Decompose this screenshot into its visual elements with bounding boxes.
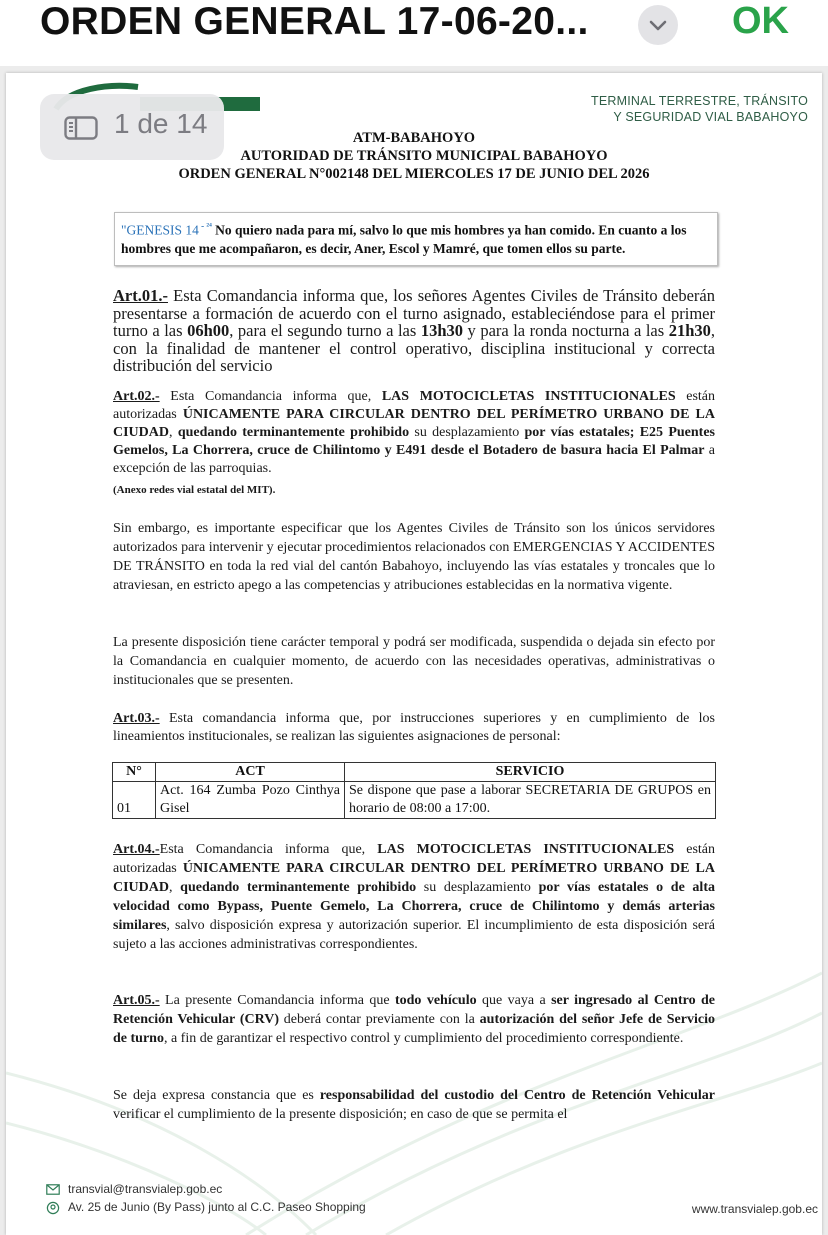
header-line-3: ORDEN GENERAL N°002148 DEL MIERCOLES 17 DE JUNIO DEL 2026 [178, 166, 650, 182]
article-02-text: a excepción de las parroquias. [113, 443, 715, 476]
article-05-paragraph-2 [113, 1086, 715, 1124]
article-01-text: , con la finalidad de mantener el control operativo, disciplina institucional y correcta distribución del servicio [113, 321, 716, 375]
ok-button[interactable]: OK [732, 0, 789, 42]
article-02-label: Art.02.- [113, 389, 160, 404]
institution-line-1: TERMINAL TERRESTRE, TRÁNSITO [591, 94, 808, 108]
table-header: ACT [156, 763, 345, 782]
table-row [113, 782, 716, 819]
page-indicator-label: 1 de 14 [114, 108, 208, 139]
assignment-table [112, 762, 716, 819]
footer-website: www.transvialep.gob.ec [691, 1202, 818, 1216]
article-04 [113, 840, 715, 954]
article-03-text: Esta comandancia informa que, por instrucciones superiores y en cumplimiento de los lineamientos institucionales, se realizan las siguientes asignaciones de personal: [113, 711, 715, 744]
article-01-text: , para el segundo turno a las [229, 321, 421, 340]
document-page[interactable] [6, 73, 822, 1235]
top-bar [0, 0, 828, 66]
article-02-bold: quedando terminantemente prohibido [177, 425, 410, 440]
article-01-time-1: 06h00 [187, 321, 230, 340]
article-05-bold: ser ingresado al Centro de Retención Vehicular (CRV) [113, 993, 715, 1027]
article-05-bold: autorización del señor Jefe de Servicio de turno [113, 1012, 715, 1046]
article-05-text: , a fin de garantizar el respectivo control y cumplimiento del procedimiento correspondiente. [163, 1031, 684, 1046]
quote-text: No quiero nada para mí, salvo lo que mis hombres ya han comido. En cuanto a los hombres que me acompañaron, es decir, Aner, Escol y Mamré, que tomen ellos su parte. [121, 222, 687, 256]
article-01-text: y para la ronda nocturna a las [463, 321, 669, 340]
article-04-text: , [169, 880, 181, 895]
article-05 [113, 991, 715, 1048]
article-05-text: Se deja expresa constancia que es [113, 1088, 320, 1103]
mail-icon [46, 1184, 60, 1195]
article-02-text: su desplazamiento [409, 425, 525, 440]
footer-address-text: Av. 25 de Junio (By Pass) junto al C.C. Paseo Shopping [68, 1200, 366, 1214]
institution-line-2: Y SEGURIDAD VIAL BABAHOYO [613, 110, 808, 124]
article-04-text: están autorizadas [113, 842, 716, 876]
article-02-text: están autorizadas [113, 389, 716, 422]
article-02-bold: por vías estatales; E25 Puentes Gemelos, La Chorrera, cruce de Chilintomo y E491 desde el Botadero de basura hacia El Palmar [113, 425, 716, 458]
article-02-paragraph-3: La presente disposición tiene carácter temporal y podrá ser modificada, suspendida o dejada sin efecto por la Comandancia en cualquier momento, de acuerdo con las necesidades operativas, administrativas o institucionales que se presenten. [113, 635, 715, 688]
article-05-bold: responsabilidad del custodio del Centro de Retención Vehicular [319, 1088, 715, 1103]
header-line-2: AUTORIDAD DE TRÁNSITO MUNICIPAL BABAHOYO [240, 148, 608, 164]
table-header: SERVICIO [345, 763, 716, 782]
article-05-bold: todo vehículo [394, 993, 477, 1008]
article-03 [113, 710, 715, 746]
article-02-note: (Anexo redes vial estatal del MIT). [113, 484, 276, 496]
article-02-bold: ÚNICAMENTE PARA CIRCULAR DENTRO DEL PERÍMETRO URBANO DE LA CIUDAD [113, 407, 715, 440]
bible-quote [114, 212, 718, 266]
article-04-bold: quedando terminantemente prohibido [180, 880, 417, 895]
table-header-row [113, 763, 716, 782]
article-02-paragraph-2: Sin embargo, es importante especificar que los Agentes Civiles de Tránsito son los únicos servidores autorizados para intervenir y ejecutar procedimientos relacionados con EMERGENCIAS Y ACCIDENTES DE TRÁNSITO en toda la red vial del cantón Babahoyo, incluyendo las vías estatales y troncales que lo atraviesan, en estricto apego a las competencias y atribuciones establecidas en la normativa vigente. [113, 521, 715, 593]
article-04-text: , salvo disposición expresa y autorización superior. El incumplimiento de esta disposición será sujeto a las acciones administrativas correspondientes. [113, 918, 715, 952]
article-04-bold: por vías estatales o de alta velocidad como Bypass, Puente Gemelo, La Chorrera, cruce de Chilintomo y demás arterias similares [113, 880, 715, 933]
article-02 [113, 388, 715, 478]
table-header: N° [113, 763, 156, 782]
location-pin-icon [46, 1201, 60, 1215]
document-title: ORDEN GENERAL 17-06-20... [40, 0, 589, 43]
article-04-bold: LAS MOTOCICLETAS INSTITUCIONALES [377, 842, 675, 857]
chevron-down-icon[interactable] [638, 5, 678, 45]
quote-reference: "GENESIS 14 [121, 222, 199, 238]
article-01-label: Art.01.- [113, 286, 168, 305]
article-01 [113, 287, 715, 375]
article-04-label: Art.04.- [113, 842, 160, 857]
article-05-text: que vaya a [476, 993, 552, 1008]
article-01-time-2: 13h30 [420, 321, 464, 340]
article-02-text: Esta Comandancia informa que, [159, 389, 382, 404]
article-05-label: Art.05.- [113, 993, 160, 1008]
footer-email [46, 1182, 222, 1196]
article-05-text: verificar el cumplimiento de la presente disposición; en caso de que se permita el [113, 1107, 568, 1122]
article-05-text: La presente Comandancia informa que [159, 993, 395, 1008]
article-04-text: su desplazamiento [416, 880, 539, 895]
table-cell: Se dispone que pase a laborar SECRETARIA DE GRUPOS en horario de 08:00 a 17:00. [345, 782, 716, 819]
institution-header [591, 93, 808, 125]
article-01-time-3: 21h30 [668, 321, 711, 340]
header-line-1: ATM-BABAHOYO [352, 130, 476, 146]
article-03-label: Art.03.- [113, 711, 160, 726]
article-02-bold: LAS MOTOCICLETAS INSTITUCIONALES [381, 389, 676, 404]
article-01-text: Esta Comandancia informa que, los señores Agentes Civiles de Tránsito deberán presentarse a formación de acuerdo con el turno asignado, estableciéndose para el primer turno a las [113, 286, 715, 340]
article-04-text: Esta Comandancia informa que, [159, 842, 378, 857]
footer-address [46, 1200, 366, 1215]
footer-email-text: transvial@transvialep.gob.ec [68, 1182, 223, 1196]
table-cell: Act. 164 Zumba Pozo Cinthya Gisel [156, 782, 345, 819]
quote-verse: - ²⁴ [198, 221, 212, 231]
table-cell: 01 [113, 782, 156, 819]
article-02-text: , [169, 425, 178, 440]
article-05-text: deberá contar previamente con la [278, 1012, 480, 1027]
article-04-bold: ÚNICAMENTE PARA CIRCULAR DENTRO DEL PERÍMETRO URBANO DE LA CIUDAD [113, 861, 715, 895]
